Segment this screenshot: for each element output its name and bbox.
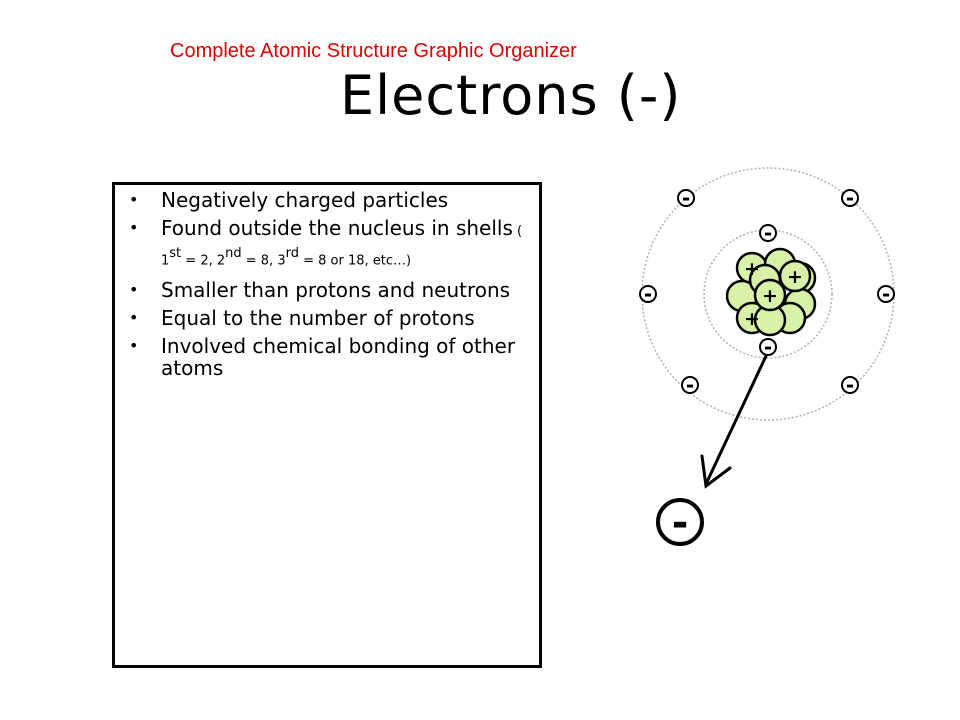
bullet-item [125,335,525,379]
notes-box [112,182,542,668]
shell-detail-b: = 8, 3 [241,253,286,269]
proton-sign: + [744,308,760,330]
bullet-icon: • [129,307,139,327]
bullet-text: Involved chemical bonding of other atoms [161,333,516,380]
shell-sup-2: nd [225,246,242,261]
bullet-item [125,217,525,273]
organizer-title: Complete Atomic Structure Graphic Organizer [170,40,577,62]
bullet-icon: • [129,190,139,209]
shell-detail-open: ( 1 [161,224,523,269]
shell-sup-1: st [169,246,182,261]
electron-sign: - [681,186,691,210]
bullet-item [125,307,525,329]
bullet-text: Negatively charged particles [161,188,449,212]
arrow-icon [702,356,766,486]
proton-sign: + [744,258,760,280]
bullet-text: Smaller than protons and neutrons [161,277,511,302]
electron-sign: - [845,186,855,210]
bullet-icon: • [129,279,139,299]
bullet-item [125,189,525,211]
electron-sign: - [845,373,855,397]
free-electron-sign: - [671,500,689,546]
electron-sign: - [763,335,773,359]
bullet-icon: • [129,218,139,237]
electron-sign: - [685,373,695,397]
bullet-item [125,279,525,301]
electron-sign: - [881,282,891,306]
proton-sign: + [787,266,803,288]
electron-sign: - [643,282,653,306]
slide-title: Electrons (-) [340,64,682,127]
shell-detail-a: = 2, 2 [181,253,226,269]
bullet-icon: • [129,335,139,355]
bullet-list [125,189,525,379]
shell-detail-c: = 8 or 18, etc…) [298,253,412,269]
bullet-text: Found outside the nucleus in shells [161,216,513,240]
shell-sup-3: rd [285,246,299,261]
proton-sign: + [762,285,778,307]
atom-diagram [600,160,940,580]
bullet-text: Equal to the number of protons [161,305,475,330]
electron-sign: - [763,221,773,245]
